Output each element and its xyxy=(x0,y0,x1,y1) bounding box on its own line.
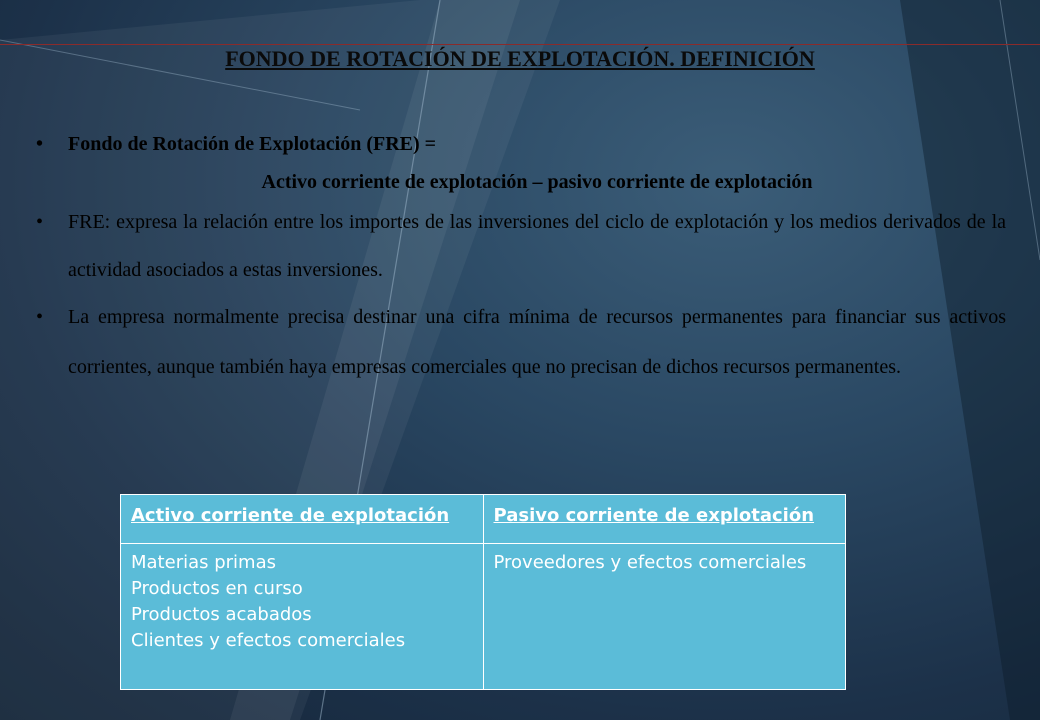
activo-items-cell xyxy=(121,544,484,690)
list-item: Productos acabados xyxy=(131,604,312,626)
table-header-pasivo: Pasivo corriente de explotación xyxy=(483,495,846,544)
bullet-text: Fondo de Rotación de Explotación (FRE) = xyxy=(68,133,437,155)
title-divider-line xyxy=(0,44,1040,45)
list-item: Clientes y efectos comerciales xyxy=(131,630,406,652)
slide-content xyxy=(36,128,1006,392)
bullet-text: FRE: expresa la relación entre los importes de las inversiones del ciclo de explotación y los medios derivados de la actividad asociados a estas inversiones. xyxy=(68,211,1006,281)
bullet-dot: • xyxy=(36,133,44,155)
explotacion-table xyxy=(120,494,846,690)
table-header-row xyxy=(121,495,846,544)
page-title: FONDO DE ROTACIÓN DE EXPLOTACIÓN. DEFINICIÓN xyxy=(225,46,815,71)
table-row xyxy=(121,544,846,690)
bullet-fre-explanation xyxy=(36,198,1006,294)
bullet-fre-definition xyxy=(36,128,1006,160)
list-item: Materias primas xyxy=(131,552,276,574)
table-header-activo: Activo corriente de explotación xyxy=(121,495,484,544)
bullet-text: La empresa normalmente precisa destinar una cifra mínima de recursos permanentes para financiar sus activos corrientes, aunque también haya empresas comerciales que no precisan de dichos recursos permanentes. xyxy=(68,306,1006,378)
bullet-dot: • xyxy=(36,306,44,328)
bullet-dot: • xyxy=(36,211,44,233)
formula-line: Activo corriente de explotación – pasivo corriente de explotación xyxy=(261,171,813,193)
pasivo-items-cell xyxy=(483,544,846,690)
list-item: Productos en curso xyxy=(131,578,303,600)
list-item: Proveedores y efectos comerciales xyxy=(493,552,807,574)
bullet-empresa-recursos xyxy=(36,292,1006,392)
